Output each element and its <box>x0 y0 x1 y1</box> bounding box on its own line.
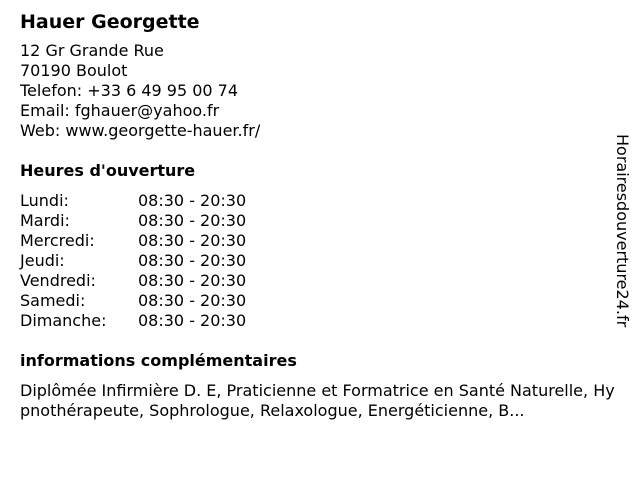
web-line: Web: www.georgette-hauer.fr/ <box>20 121 261 140</box>
additional-info-text: Diplômée Infirmière D. E, Praticienne et Formatrice en Santé Naturelle, Hypnothérapeute, Sophrologue, Relaxologue, Energéticienne, B... <box>20 381 615 420</box>
hours-time: 08:30 - 20:30 <box>138 231 247 250</box>
hours-day: Jeudi: <box>20 251 65 270</box>
site-watermark: Horairesdouverture24.fr <box>613 134 632 328</box>
business-name: Hauer Georgette <box>20 11 200 33</box>
business-card <box>20 10 620 421</box>
hours-row-monday <box>20 191 620 211</box>
hours-day: Mardi: <box>20 211 70 230</box>
hours-time: 08:30 - 20:30 <box>138 191 247 210</box>
address-street: 12 Gr Grande Rue <box>20 41 164 60</box>
hours-day: Vendredi: <box>20 271 96 290</box>
hours-time: 08:30 - 20:30 <box>138 291 247 310</box>
hours-row-friday <box>20 271 620 291</box>
hours-day: Samedi: <box>20 291 86 310</box>
hours-row-thursday <box>20 251 620 271</box>
hours-day: Lundi: <box>20 191 69 210</box>
hours-day: Dimanche: <box>20 311 107 330</box>
hours-time: 08:30 - 20:30 <box>138 271 247 290</box>
hours-row-tuesday <box>20 211 620 231</box>
hours-row-sunday <box>20 311 620 331</box>
phone-line: Telefon: +33 6 49 95 00 74 <box>20 81 239 100</box>
email-line: Email: fghauer@yahoo.fr <box>20 101 220 120</box>
opening-hours-table <box>20 191 620 331</box>
hours-row-saturday <box>20 291 620 311</box>
additional-info-title: informations complémentaires <box>20 351 297 370</box>
address-city: 70190 Boulot <box>20 61 128 80</box>
hours-row-wednesday <box>20 231 620 251</box>
opening-hours-title: Heures d'ouverture <box>20 161 196 180</box>
hours-time: 08:30 - 20:30 <box>138 311 247 330</box>
hours-time: 08:30 - 20:30 <box>138 251 247 270</box>
hours-time: 08:30 - 20:30 <box>138 211 247 230</box>
hours-day: Mercredi: <box>20 231 95 250</box>
